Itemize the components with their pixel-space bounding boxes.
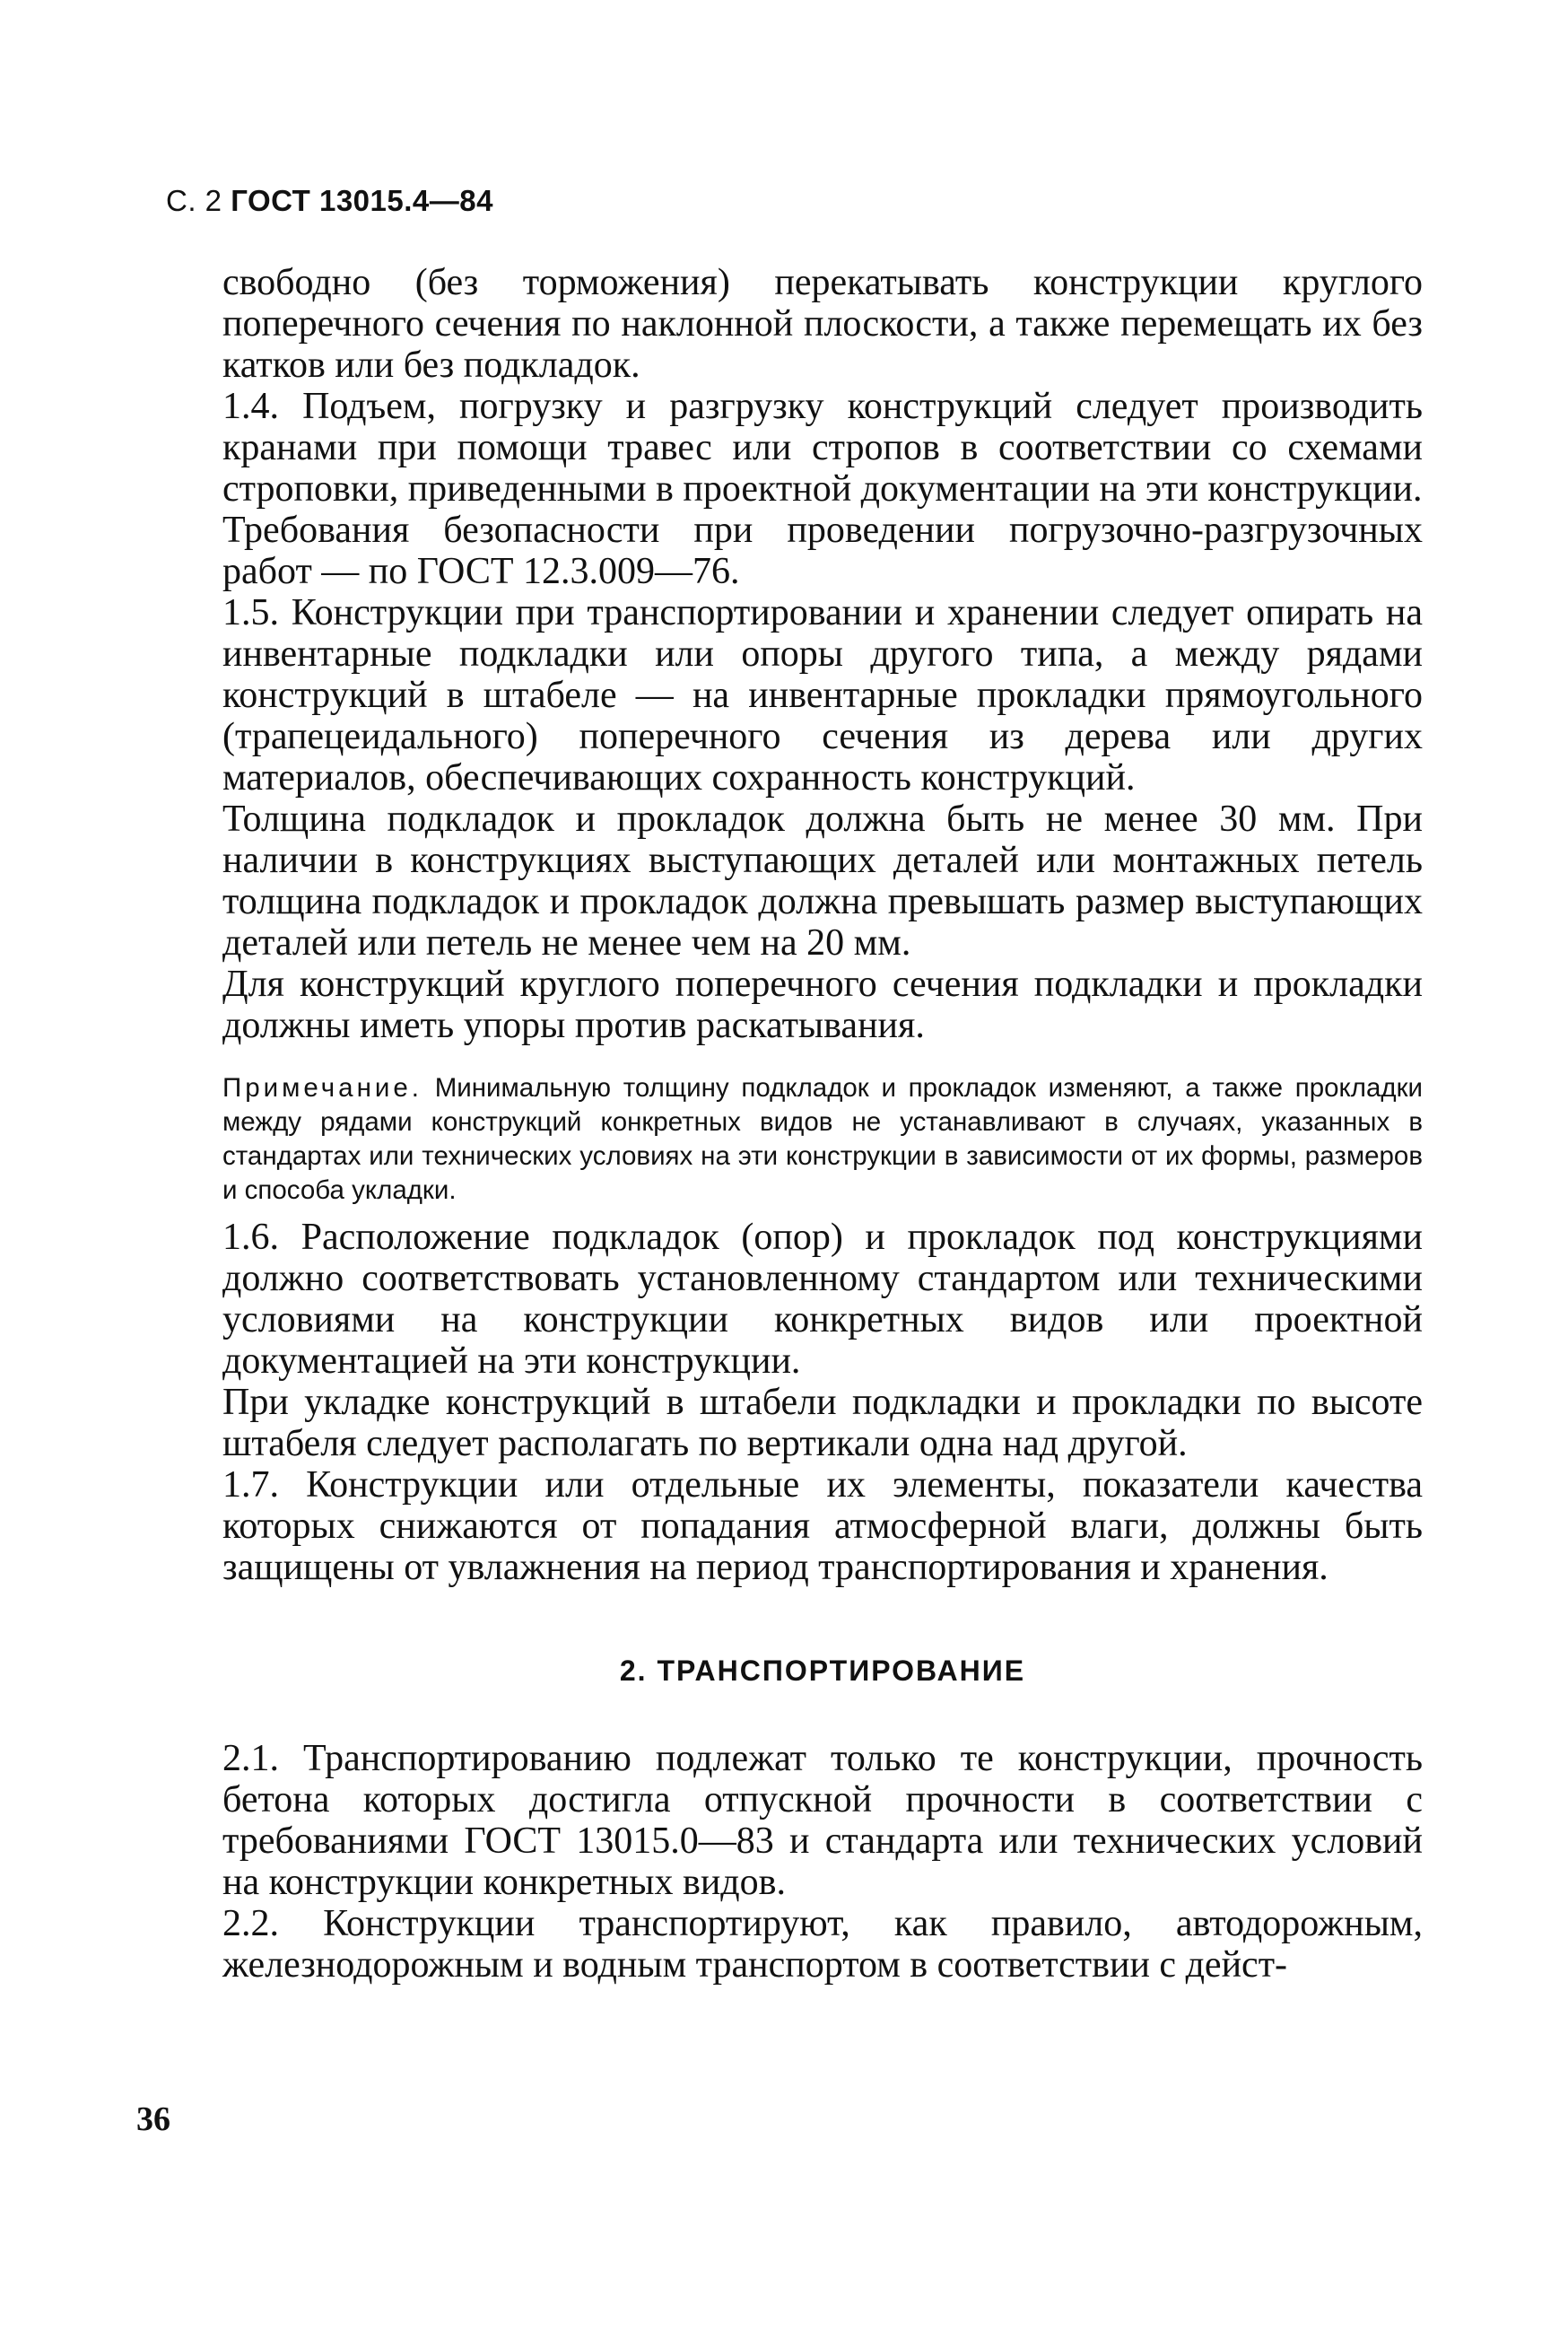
note-text: Минимальную толщину подкладок и прокладок изменяют, а также прокладки между рядами конструкций конкретных видов не устанавливают в случаях, указанных в стандартах или технических условиях на эти конструкции в зависимости от их формы, размеров и способа укладки. [222, 1073, 1423, 1205]
safety-requirements: Требования безопасности при проведении погрузочно-разгрузочных работ — по ГОСТ 12.3.009—76. [222, 510, 1423, 592]
note-label: Примечание. [222, 1073, 422, 1103]
clause-2-1: 2.1. Транспортированию подлежат только те конструкции, прочность бетона которых достигла отпускной прочности в соответствии с требованиями ГОСТ 13015.0—83 и стандарта или технических условий на конструкции конкретных видов. [222, 1738, 1423, 1903]
page-prefix: С. 2 [166, 184, 231, 217]
page-number: 36 [136, 2100, 170, 2138]
section-title-transportation: 2. ТРАНСПОРТИРОВАНИЕ [619, 1654, 1026, 1687]
note [222, 1071, 1423, 1208]
page-header [166, 184, 493, 218]
thickness-requirement: Толщина подкладок и прокладок должна быть не менее 30 мм. При наличии в конструкциях выступающих деталей или монтажных петель толщина подкладок и прокладок должна превышать размер выступающих деталей или петель не менее чем на 20 мм. [222, 799, 1423, 964]
page-content [222, 262, 1423, 1986]
stacking-requirement: При укладке конструкций в штабели подкладки и прокладки по высоте штабеля следует располагать по вертикали одна над другой. [222, 1382, 1423, 1464]
round-section-requirement: Для конструкций круглого поперечного сечения подкладки и прокладки должны иметь упоры против раскатывания. [222, 964, 1423, 1046]
standard-designation: ГОСТ 13015.4—84 [231, 184, 493, 217]
clause-1-5: 1.5. Конструкции при транспортировании и хранении следует опирать на инвентарные подкладки или опоры другого типа, а между рядами конструкций в штабеле — на инвентарные прокладки прямоугольного (трапецеидального) поперечного сечения из дерева или других материалов, обеспечивающих сохранность конструкций. [222, 592, 1423, 799]
clause-1-6: 1.6. Расположение подкладок (опор) и прокладок под конструкциями должно соответствовать установленному стандартом или техническими условиями на конструкции конкретных видов или проектной документацией на эти конструкции. [222, 1217, 1423, 1382]
paragraph-continuation: свободно (без торможения) перекатывать конструкции круглого поперечного сечения по наклонной плоскости, а также перемещать их без катков или без подкладок. [222, 262, 1423, 386]
clause-1-7: 1.7. Конструкции или отдельные их элементы, показатели качества которых снижаются от попадания атмосферной влаги, должны быть защищены от увлажнения на период транспортирования и хранения. [222, 1464, 1423, 1588]
clause-2-2: 2.2. Конструкции транспортируют, как правило, автодорожным, железнодорожным и водным транспортом в соответствии с дейст- [222, 1903, 1423, 1986]
clause-1-4: 1.4. Подъем, погрузку и разгрузку конструкций следует производить кранами при помощи травес или стропов в соответствии со схемами строповки, приведенными в проектной документации на эти конструкции. [222, 386, 1423, 510]
